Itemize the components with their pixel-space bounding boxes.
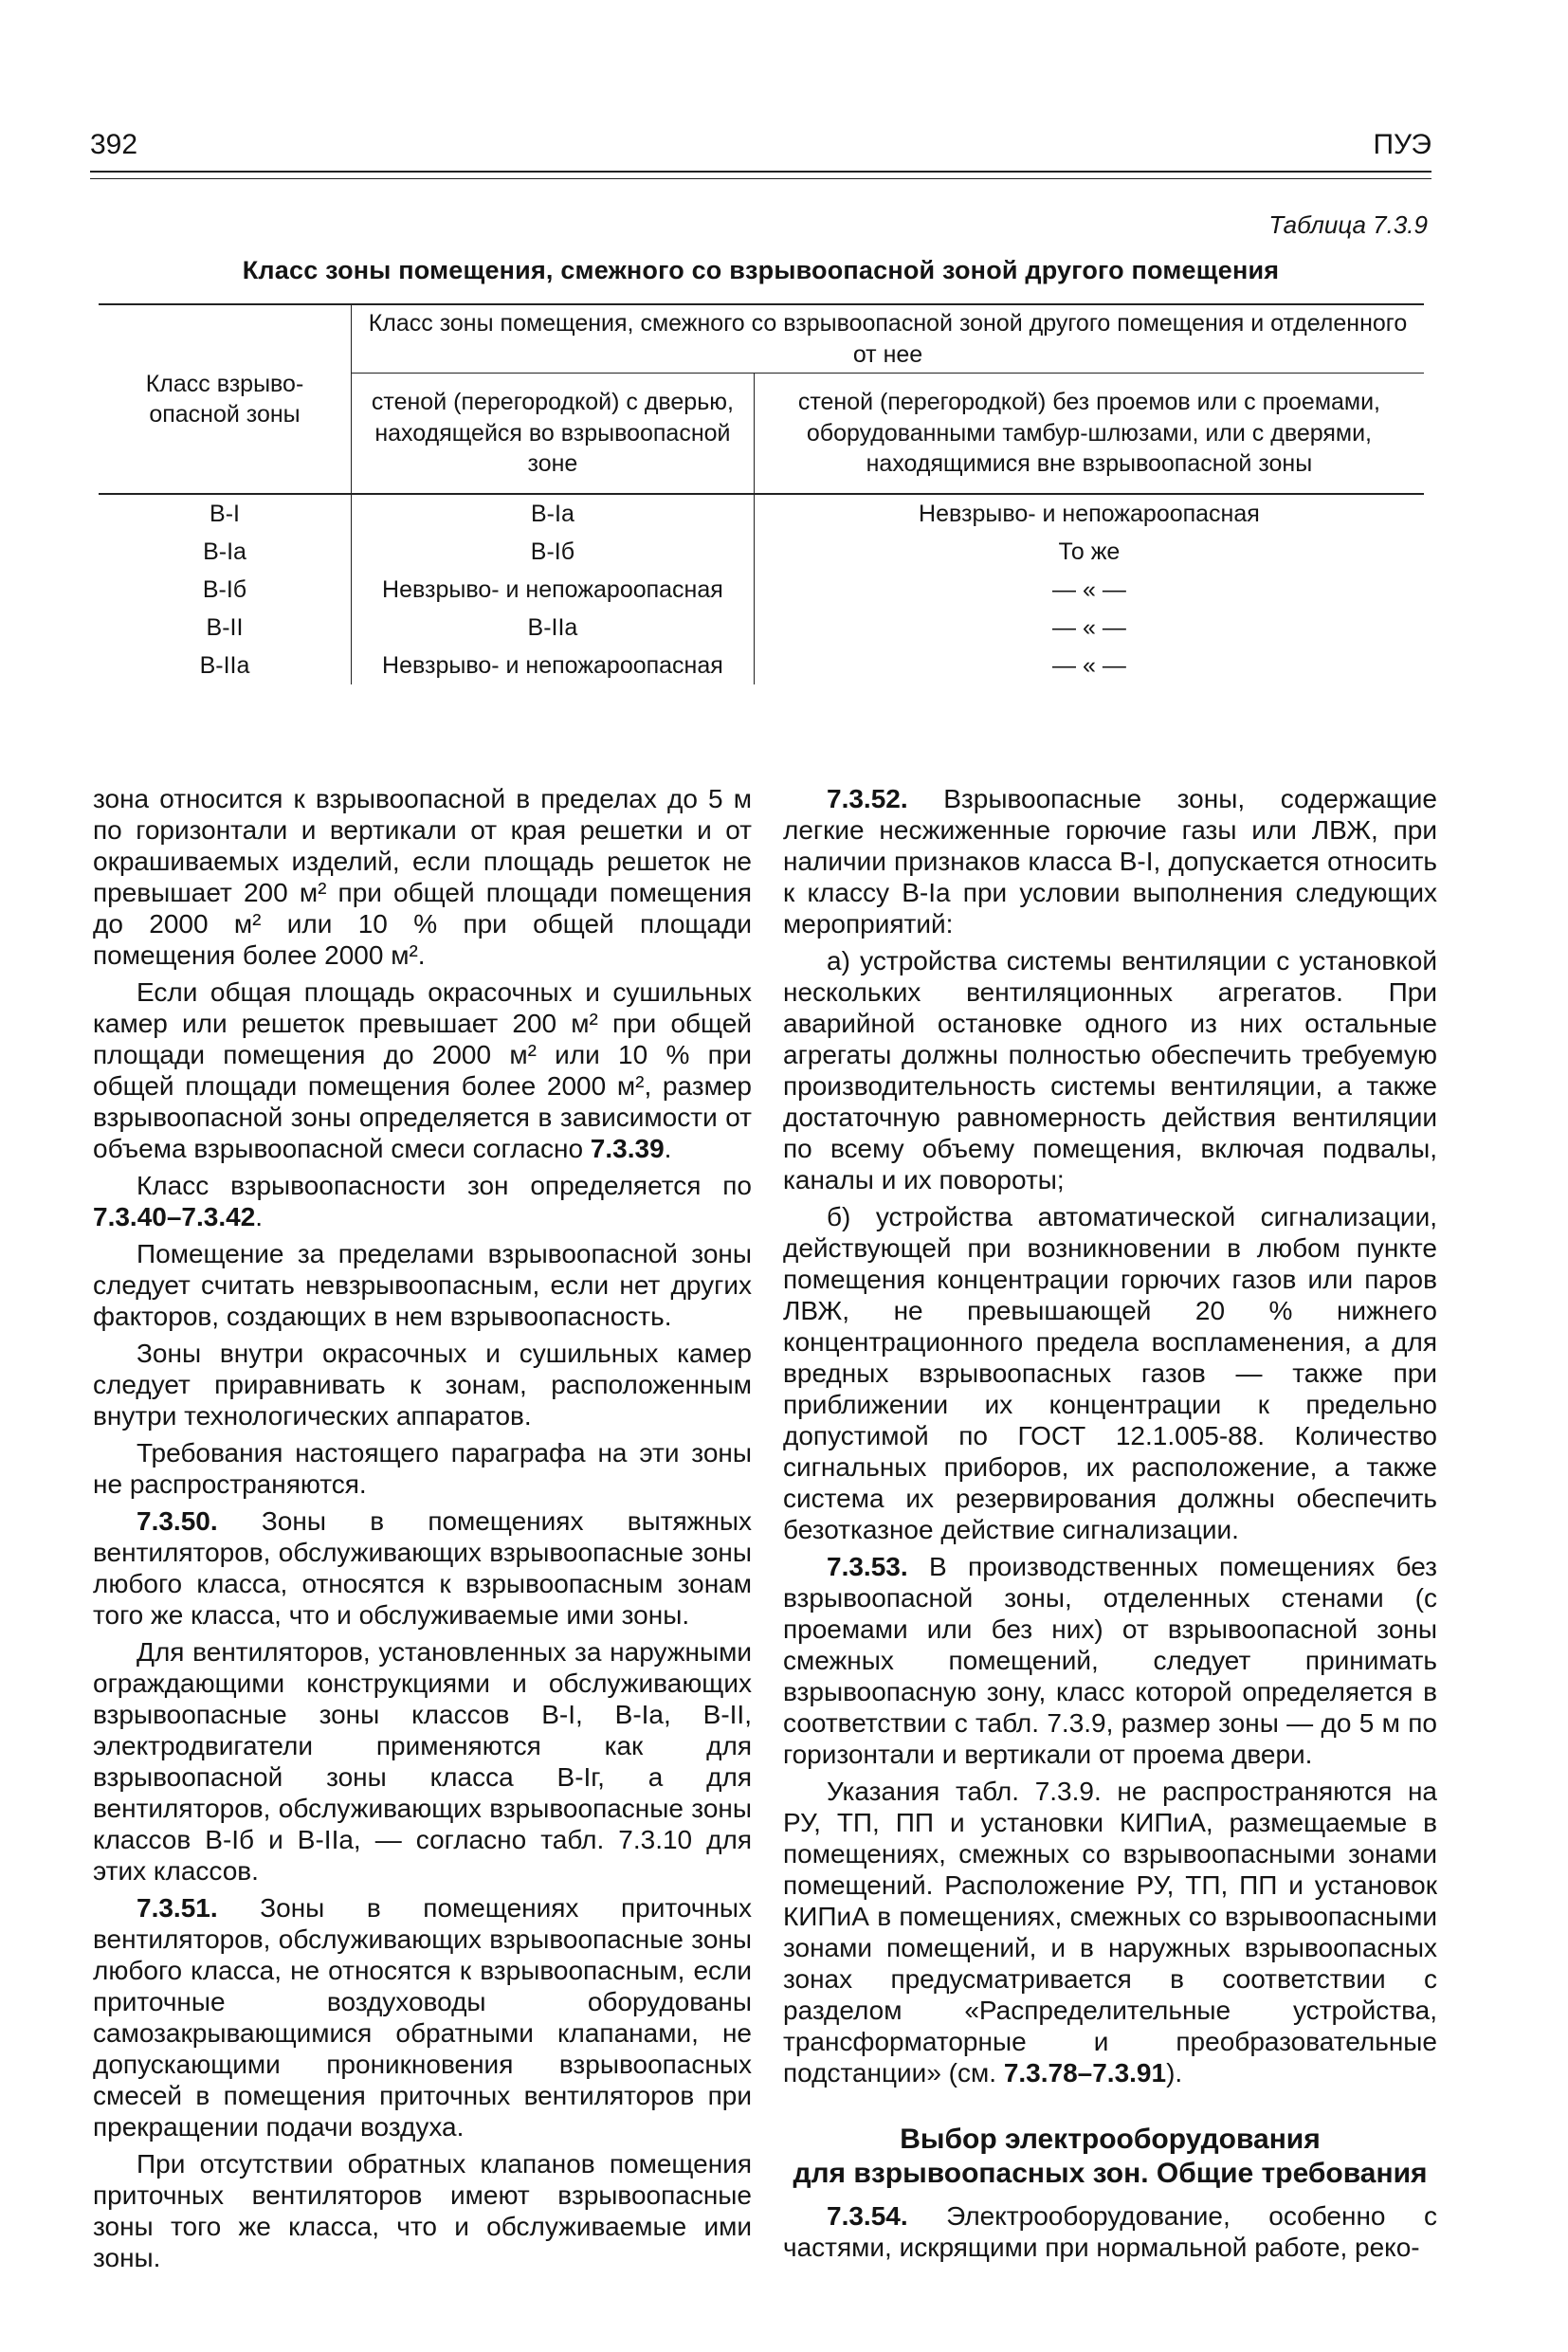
table-cell: В-II <box>99 609 352 647</box>
page-number: 392 <box>90 129 138 160</box>
paragraph: 7.3.54. Электрооборудование, особенно с частями, искрящими при нормальной работе, реко- <box>783 2201 1437 2262</box>
table-cell: В-IIa <box>99 647 352 684</box>
table-cell: В-Ia <box>352 494 755 533</box>
table-label: Таблица 7.3.9 <box>1268 210 1428 239</box>
table-row <box>99 533 1424 571</box>
table-cell: — « — <box>1052 613 1126 641</box>
clause-reference: 7.3.39 <box>590 1134 665 1163</box>
right-text-column <box>783 783 1437 2269</box>
table-row <box>99 647 1424 684</box>
table-cell: — « — <box>1052 575 1126 603</box>
paragraph: Если общая площадь окрасочных и сушильных камер или решеток превышает 200 м² при общей площади помещения до 2000 м² или 10 % при общей площади помещения более 2000 м², размер взрывоопасной зоны определяется в зависимости от объема взрывоопасной смеси согласно 7.3.39. <box>93 977 752 1163</box>
book-title: ПУЭ <box>1373 129 1431 160</box>
table-row <box>99 609 1424 647</box>
table-cell: Невзрыво- и непожароопасная <box>352 571 755 609</box>
paragraph: а) устройства системы вентиляции с установкой нескольких вентиляционных агрегатов. При аварийной остановке одного из них остальные агрегаты должны полностью обеспечить требуемую производительность системы вентиляции, а также достаточную равномерность действия вентиляции по всему объему помещения, включая подвалы, каналы и их повороты; <box>783 946 1437 1194</box>
col-header-wall-with-door: стеной (перегородкой) с дверью, находящейся во взрывоопасной зоне <box>352 374 755 495</box>
table-cell: — « — <box>1052 651 1126 679</box>
table-cell: Невзрыво- и непожароопасная <box>352 647 755 684</box>
header-rule-thick <box>90 171 1431 173</box>
paragraph: 7.3.50. Зоны в помещениях вытяжных вентиляторов, обслуживающих взрывоопасные зоны любого класса, относятся к взрывоопасным зонам того же класса, что и обслуживаемые ими зоны. <box>93 1506 752 1630</box>
clause-reference: 7.3.78–7.3.91 <box>1003 2058 1167 2088</box>
table-cell: В-I <box>99 494 352 533</box>
clause-number: 7.3.54. <box>827 2201 908 2231</box>
table-title: Класс зоны помещения, смежного со взрывоопасной зоной другого помещения <box>242 256 1280 284</box>
paragraph: Требования настоящего параграфа на эти зоны не распространяются. <box>93 1438 752 1499</box>
table-cell: В-Iб <box>99 571 352 609</box>
table-row <box>99 494 1424 533</box>
table-cell: В-Iб <box>352 533 755 571</box>
section-heading: Выбор электрооборудования для взрывоопасных зон. Общие требования <box>793 2124 1428 2189</box>
paragraph: При отсутствии обратных клапанов помещения приточных вентиляторов имеют взрывоопасные зоны того же класса, что и обслуживаемые ими зоны. <box>93 2149 752 2272</box>
col-header-wall-without-openings: стеной (перегородкой) без проемов или с проемами, оборудованными тамбур-шлюзами, или с дверями, находящимися вне взрывоопасной зоны <box>754 374 1424 495</box>
paragraph: зона относится к взрывоопасной в пределах до 5 м по горизонтали и вертикали от края решетки и от окрашиваемых изделий, если площадь решеток не превышает 200 м² при общей площади помещения до 2000 м² или 10 % при общей площади помещения более 2000 м². <box>93 784 752 970</box>
paragraph: б) устройства автоматической сигнализации, действующей при возникновении в любом пункте помещения концентрации горючих газов или паров ЛВЖ, не превышающей 20 % нижнего концентрационного предела воспламенения, а для вредных взрывоопасных газов — также при приближении их концентрации к предельно допустимой по ГОСТ 12.1.005-88. Количество сигнальных приборов, их расположение, а также система их резервирования должны обеспечить безотказное действие сигнализации. <box>783 1202 1437 1544</box>
table-cell: В-IIa <box>352 609 755 647</box>
table-row <box>99 571 1424 609</box>
page-header <box>90 129 1431 176</box>
header-rule-thin <box>90 178 1431 179</box>
col-header-zone-class: Класс взрыво-опасной зоны <box>99 304 352 494</box>
left-text-column <box>93 783 752 2279</box>
zone-class-table <box>99 303 1424 684</box>
paragraph: 7.3.53. В производственных помещениях без взрывоопасной зоны, отделенных стенами (с проемами или без них) от взрывоопасной зоны смежных помещений, следует принимать взрывоопасную зону, класс которой определяется в соответствии с табл. 7.3.9, размер зоны — до 5 м по горизонтали и вертикали от проема двери. <box>783 1552 1438 1769</box>
clause-number: 7.3.51. <box>137 1893 218 1923</box>
clause-reference: 7.3.40–7.3.42 <box>93 1202 256 1231</box>
paragraph: Помещение за пределами взрывоопасной зоны следует считать невзрывоопасным, если нет других факторов, создающих в нем взрывоопасность. <box>93 1239 752 1331</box>
clause-number: 7.3.50. <box>137 1506 218 1536</box>
col-header-group: Класс зоны помещения, смежного со взрывоопасной зоной другого помещения и отделенного от нее <box>352 304 1425 374</box>
paragraph: Для вентиляторов, установленных за наружными ограждающими конструкциями и обслуживающих взрывоопасные зоны классов В-I, В-Ia, В-II, электродвигатели применяются как для взрывоопасной зоны класса В-Iг, а для вентиляторов, обслуживающих взрывоопасные зоны классов В-Iб и В-IIa, — согласно табл. 7.3.10 для этих классов. <box>93 1637 752 1886</box>
table-cell: То же <box>1058 538 1121 565</box>
paragraph: Указания табл. 7.3.9. не распространяются на РУ, ТП, ПП и установки КИПиА, размещаемые в помещениях, смежных со взрывоопасными зонами помещений. Расположение РУ, ТП, ПП и установок КИПиА в помещениях, смежных со взрывоопасными зонами помещений, и в наружных взрывоопасных зонах предусматривается в соответствии с разделом «Распределительные устройства, трансформаторные и преобразовательные подстанции» (см. 7.3.78–7.3.91). <box>783 1777 1437 2088</box>
paragraph: 7.3.51. Зоны в помещениях приточных вентиляторов, обслуживающих взрывоопасные зоны любого класса, не относятся к взрывоопасным, если приточные воздуховоды оборудованы самозакрывающимися обратными клапанами, не допускающими проникновения взрывоопасных смесей в помещения приточных вентиляторов при прекращении подачи воздуха. <box>93 1893 753 2142</box>
clause-number: 7.3.52. <box>827 784 908 813</box>
paragraph: 7.3.52. Взрывоопасные зоны, содержащие легкие несжиженные горючие газы или ЛВЖ, при наличии признаков класса В-I, допускается относить к классу В-Ia при условии выполнения следующих мероприятий: <box>783 784 1437 939</box>
clause-number: 7.3.53. <box>827 1552 908 1581</box>
table-cell: В-Ia <box>99 533 352 571</box>
paragraph: Класс взрывоопасности зон определяется по 7.3.40–7.3.42. <box>93 1171 752 1231</box>
paragraph: Зоны внутри окрасочных и сушильных камер следует приравнивать к зонам, расположенным внутри технологических аппаратов. <box>93 1339 752 1431</box>
table-cell: Невзрыво- и непожароопасная <box>919 500 1260 527</box>
